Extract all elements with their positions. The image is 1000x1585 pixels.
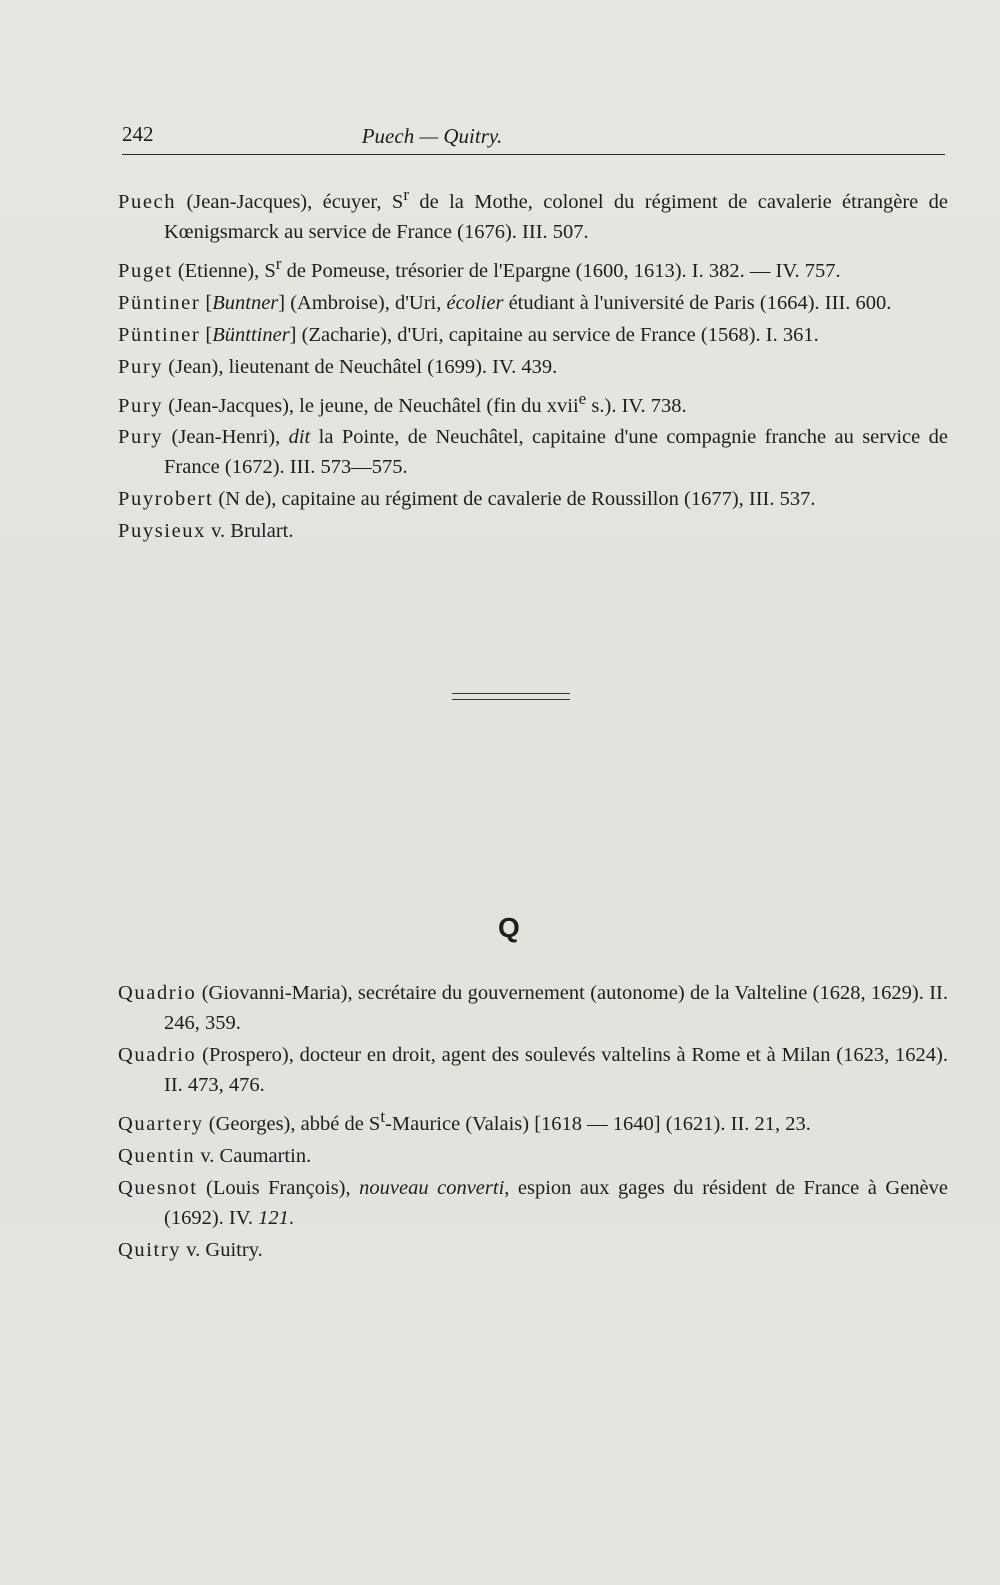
index-entry: Puech (Jean-Jacques), écuyer, $S^r$ de la Mothe, colonel du régiment de cavalerie étrangère de Kœnigsmarck au service de France (1676). III. 507.: [118, 185, 948, 243]
index-entry: Puyrobert (N de), capitaine au régiment de cavalerie de Roussillon (1677), III. 537.: [118, 488, 816, 511]
index-entry: Pury (Jean-Henri), dit la Pointe, de Neuchâtel, capitaine d'une compagnie franche au service de France (1672). III. 573—575.: [118, 426, 948, 479]
index-entry: Quentin v. Caumartin.: [118, 1144, 312, 1167]
index-entry: Püntiner [Buntner] (Ambroise), d'Uri, écolier étudiant à l'université de Paris (1664). III. 600.: [118, 291, 892, 314]
index-entry: Püntiner [Bünttiner] (Zacharie), d'Uri, capitaine au service de France (1568). I. 361.: [118, 323, 819, 346]
index-entry: Pury (Jean-Jacques), le jeune, de Neuchâtel (fin du xvii$^e$ s.). IV. 738.: [118, 388, 687, 417]
page-number: 242: [122, 122, 154, 146]
index-entry: Quesnot (Louis François), nouveau converti, espion aux gages du résident de France à Genève (1692). IV. 121.: [118, 1176, 948, 1229]
section-letter: Q: [498, 912, 520, 943]
page-header: [122, 116, 942, 156]
header-rule: [122, 154, 945, 155]
section-separator: [452, 693, 570, 700]
index-entry: Quadrio (Giovanni-Maria), secrétaire du gouvernement (autonome) de la Valteline (1628, 1629). II. 246, 359.: [118, 982, 948, 1034]
index-entry: Quartery (Georges), abbé de $S^t$-Maurice (Valais) [1618 — 1640] (1621). II. 21, 23.: [118, 1107, 811, 1135]
entries-q-section: [118, 978, 948, 1267]
running-head: Puech — Quitry.: [361, 124, 503, 148]
index-entry: Quadrio (Prospero), docteur en droit, agent des soulevés valtelins à Rome et à Milan (1623, 1624). II. 473, 476.: [118, 1044, 948, 1096]
index-entry: Pury (Jean), lieutenant de Neuchâtel (1699). IV. 439.: [118, 355, 558, 378]
entries-p-section: [118, 180, 948, 548]
index-entry: Puysieux v. Brulart.: [118, 520, 294, 543]
index-entry: Puget (Etienne), $S^r$ de Pomeuse, trésorier de l'Epargne (1600, 1613). I. 382. — IV. 757.: [118, 253, 841, 282]
index-entry: Quitry v. Guitry.: [118, 1238, 263, 1261]
